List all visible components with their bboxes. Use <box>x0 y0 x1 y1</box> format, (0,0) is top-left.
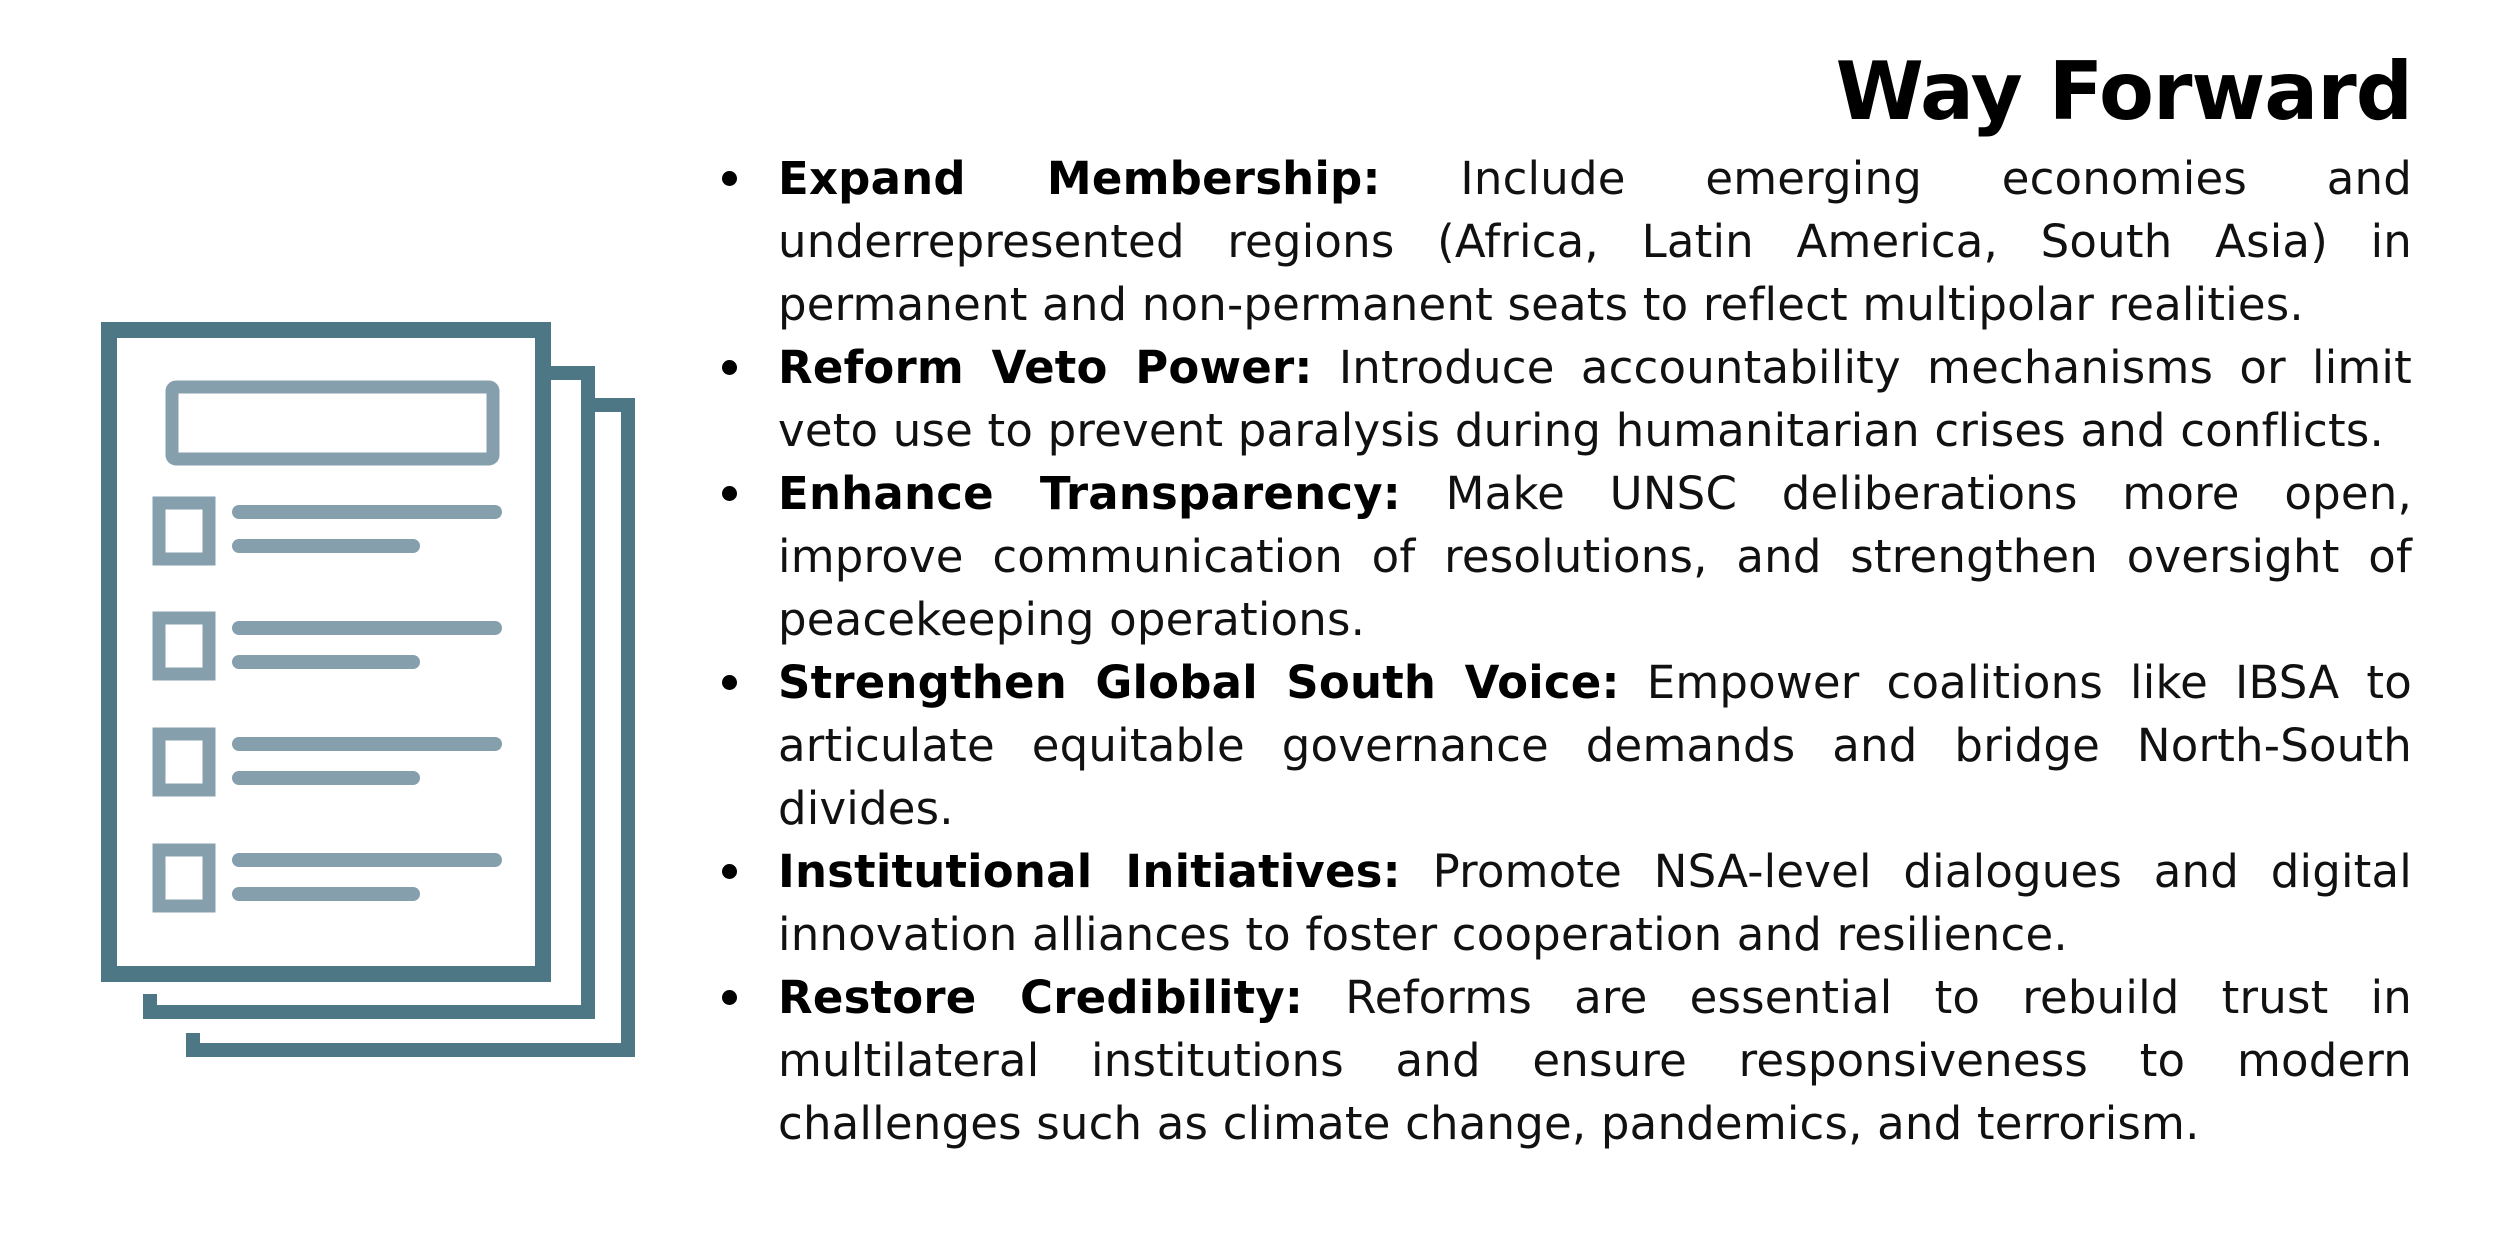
list-item-global-south-voice <box>716 651 2412 840</box>
list-item-restore-credibility <box>716 966 2412 1155</box>
bullet-dot-icon <box>722 990 737 1005</box>
item-heading: Restore Credibility: <box>778 971 1304 1024</box>
item-heading: Expand Membership: <box>778 152 1381 205</box>
item-heading: Strengthen Global South Voice: <box>778 656 1620 709</box>
item-heading: Institutional Initiatives: <box>778 845 1401 898</box>
item-text: Introduce accountability mechanisms or limit veto use to prevent paralysis during humanitarian crises and conflicts. <box>778 341 2412 457</box>
item-heading: Reform Veto Power: <box>778 341 1313 394</box>
bullet-dot-icon <box>722 171 737 186</box>
bullet-dot-icon <box>722 360 737 375</box>
bullet-list <box>716 147 2412 1155</box>
bullet-dot-icon <box>722 486 737 501</box>
list-item-institutional-initiatives <box>716 840 2412 966</box>
list-item-expand-membership <box>716 147 2412 336</box>
list-item-reform-veto-power <box>716 336 2412 462</box>
bullet-dot-icon <box>722 864 737 879</box>
item-text: Promote NSA-level dialogues and digital innovation alliances to foster cooperation and resilience. <box>778 845 2412 961</box>
list-item-enhance-transparency <box>716 462 2412 651</box>
item-text: Reforms are essential to rebuild trust in multilateral institutions and ensure responsiveness to modern challenges such as climate change, pandemics, and terrorism. <box>778 971 2413 1150</box>
item-text: Make UNSC deliberations more open, improve communication of resolutions, and strengthen oversight of peacekeeping operations. <box>778 467 2412 646</box>
item-heading: Enhance Transparency: <box>778 467 1401 520</box>
page-title: Way Forward <box>1835 45 2412 138</box>
document-stack-checklist-icon <box>95 315 645 1085</box>
item-text: Empower coalitions like IBSA to articulate equitable governance demands and bridge North-South divides. <box>778 656 2412 835</box>
bullet-dot-icon <box>722 675 737 690</box>
item-text: Include emerging economies and underrepresented regions (Africa, Latin America, South Asia) in permanent and non-permanent seats to reflect multipolar realities. <box>778 152 2412 331</box>
